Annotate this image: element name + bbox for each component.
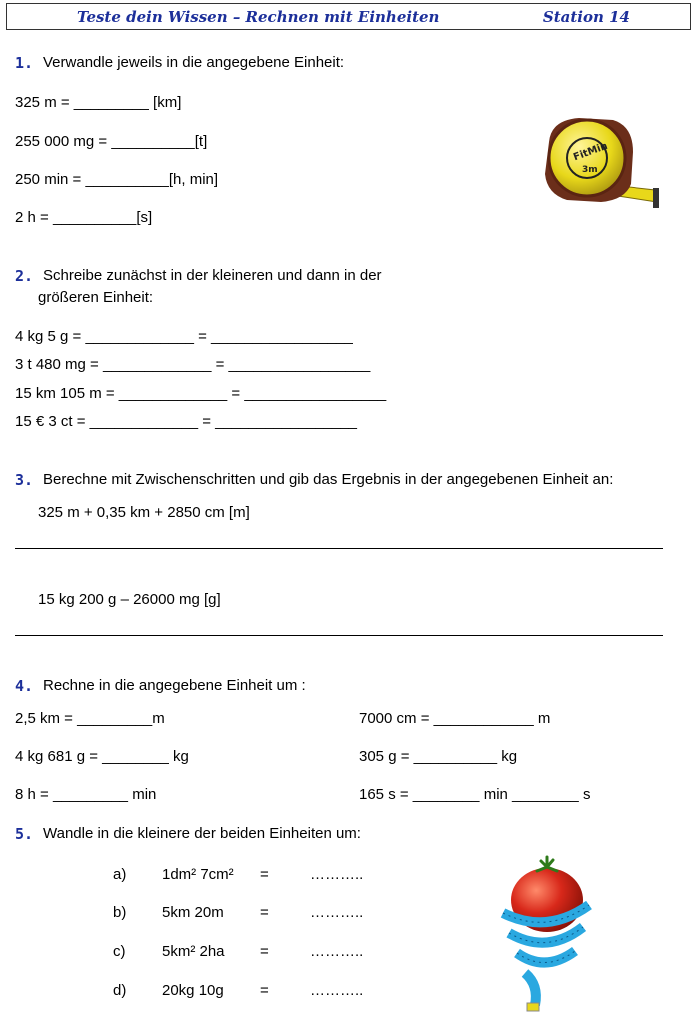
s5-a-expr: 1dm² 7cm² [162, 866, 234, 883]
s5-b-answer: ……….. [310, 904, 364, 921]
s5-c-label: c) [113, 943, 126, 960]
s5-a-label: a) [113, 866, 127, 883]
section-5-title: Wandle in die kleinere der beiden Einheiten um: [43, 825, 361, 842]
s1-line-3: 250 min = __________[h, min] [15, 171, 219, 188]
section-1-title: Verwandle jeweils in die angegebene Einheit: [43, 54, 345, 71]
s5-c-answer: ……….. [310, 943, 364, 960]
s2-line-4: 15 € 3 ct = _____________ = _________________ [15, 413, 357, 430]
tomato-measuring-tape-icon [495, 855, 595, 1020]
section-5-number: 5. [15, 825, 34, 843]
section-3-title: Berechne mit Zwischenschritten und gib das Ergebnis in der angegebenen Einheit an: [43, 471, 614, 488]
s5-d-label: d) [113, 982, 127, 999]
s5-b-label: b) [113, 904, 127, 921]
s1-line-2: 255 000 mg = __________[t] [15, 133, 208, 150]
section-1-number: 1. [15, 54, 34, 72]
section-2-title-2: größeren Einheit: [38, 289, 154, 306]
s2-line-3: 15 km 105 m = _____________ = _________________ [15, 385, 387, 402]
s1-line-4: 2 h = __________[s] [15, 209, 153, 226]
s4-left-1: 2,5 km = _________m [15, 710, 165, 727]
s5-a-answer: ……….. [310, 866, 364, 883]
section-2-title-1: Schreibe zunächst in der kleineren und dann in der [43, 267, 382, 284]
s2-line-1: 4 kg 5 g = _____________ = _________________ [15, 328, 353, 345]
section-4-title: Rechne in die angegebene Einheit um : [43, 677, 306, 694]
s2-line-2: 3 t 480 mg = _____________ = _________________ [15, 356, 371, 373]
s1-line-1: 325 m = _________ [km] [15, 94, 182, 111]
station-label: Station 14 [542, 8, 630, 26]
s5-d-answer: ……….. [310, 982, 364, 999]
section-2-number: 2. [15, 267, 34, 285]
s5-d-eq: = [260, 982, 269, 999]
s5-c-eq: = [260, 943, 269, 960]
worksheet-title: Teste dein Wissen – Rechnen mit Einheiten [77, 8, 440, 26]
s5-b-eq: = [260, 904, 269, 921]
tape-brand: FitMin [572, 140, 610, 164]
s5-c-expr: 5km² 2ha [162, 943, 225, 960]
tape-size: 3m [582, 165, 598, 175]
answer-line-2 [15, 635, 663, 636]
answer-line-1 [15, 548, 663, 549]
s4-right-1: 7000 cm = ____________ m [359, 710, 551, 727]
s4-right-3: 165 s = ________ min ________ s [359, 786, 591, 803]
section-4-number: 4. [15, 677, 34, 695]
section-3-number: 3. [15, 471, 34, 489]
s3-task-2: 15 kg 200 g – 26000 mg [g] [38, 591, 221, 608]
s5-b-expr: 5km 20m [162, 904, 224, 921]
s5-a-eq: = [260, 866, 269, 883]
s3-task-1: 325 m + 0,35 km + 2850 cm [m] [38, 504, 250, 521]
s4-left-3: 8 h = _________ min [15, 786, 157, 803]
s5-d-expr: 20kg 10g [162, 982, 224, 999]
s4-left-2: 4 kg 681 g = ________ kg [15, 748, 189, 765]
s4-right-2: 305 g = __________ kg [359, 748, 518, 765]
tape-measure-icon [535, 112, 665, 217]
worksheet-header [6, 3, 691, 30]
